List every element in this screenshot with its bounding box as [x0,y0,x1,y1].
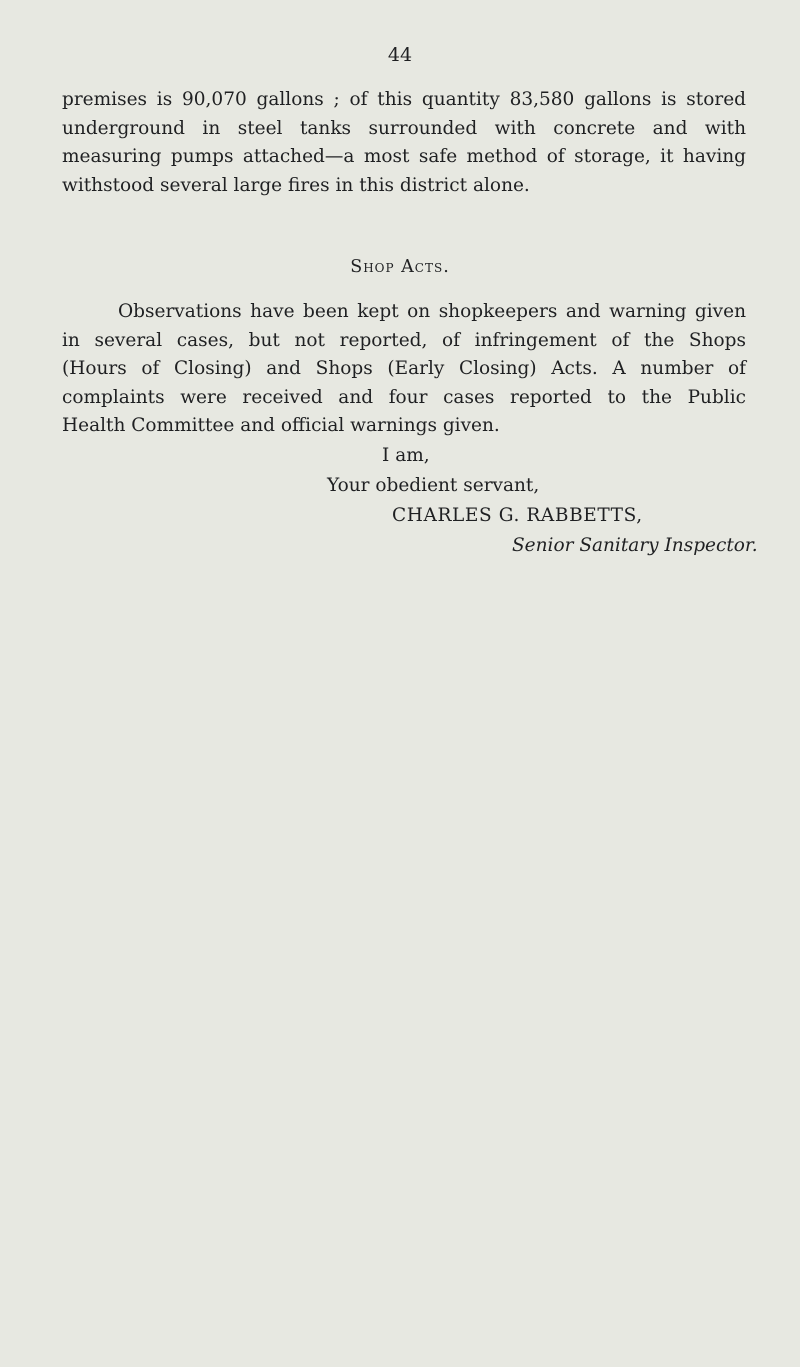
text-line: withstood several large fires in this district alone. [62,174,530,196]
text-line: in several cases, but not reported, of infringement of the Shops [62,329,746,351]
text-line: Health Committee and official warnings given. [62,415,500,436]
salutation: I am, [382,445,430,466]
signer-name: CHARLES G. RABBETTS, [392,505,643,526]
valediction: Your obedient servant, [327,475,540,496]
text-line: premises is 90,070 gallons ; of this quantity 83,580 gallons is stored [62,89,746,110]
text-line: underground in steel tanks surrounded with concrete and with [62,117,746,139]
text-line: Observations have been kept on shopkeepers and warning given [118,301,746,322]
text-line: (Hours of Closing) and Shops (Early Closing) Acts. A number of [62,358,746,379]
section-paragraph [62,298,746,441]
text-line: complaints were received and four cases reported to the Public [62,386,746,408]
signer-title: Senior Sanitary Inspector. [512,535,758,556]
section-heading: Shop Acts. [350,257,450,277]
page-number: 44 [387,44,413,66]
opening-paragraph [62,86,746,200]
text-line: measuring pumps attached—a most safe method of storage, it having [62,146,746,167]
